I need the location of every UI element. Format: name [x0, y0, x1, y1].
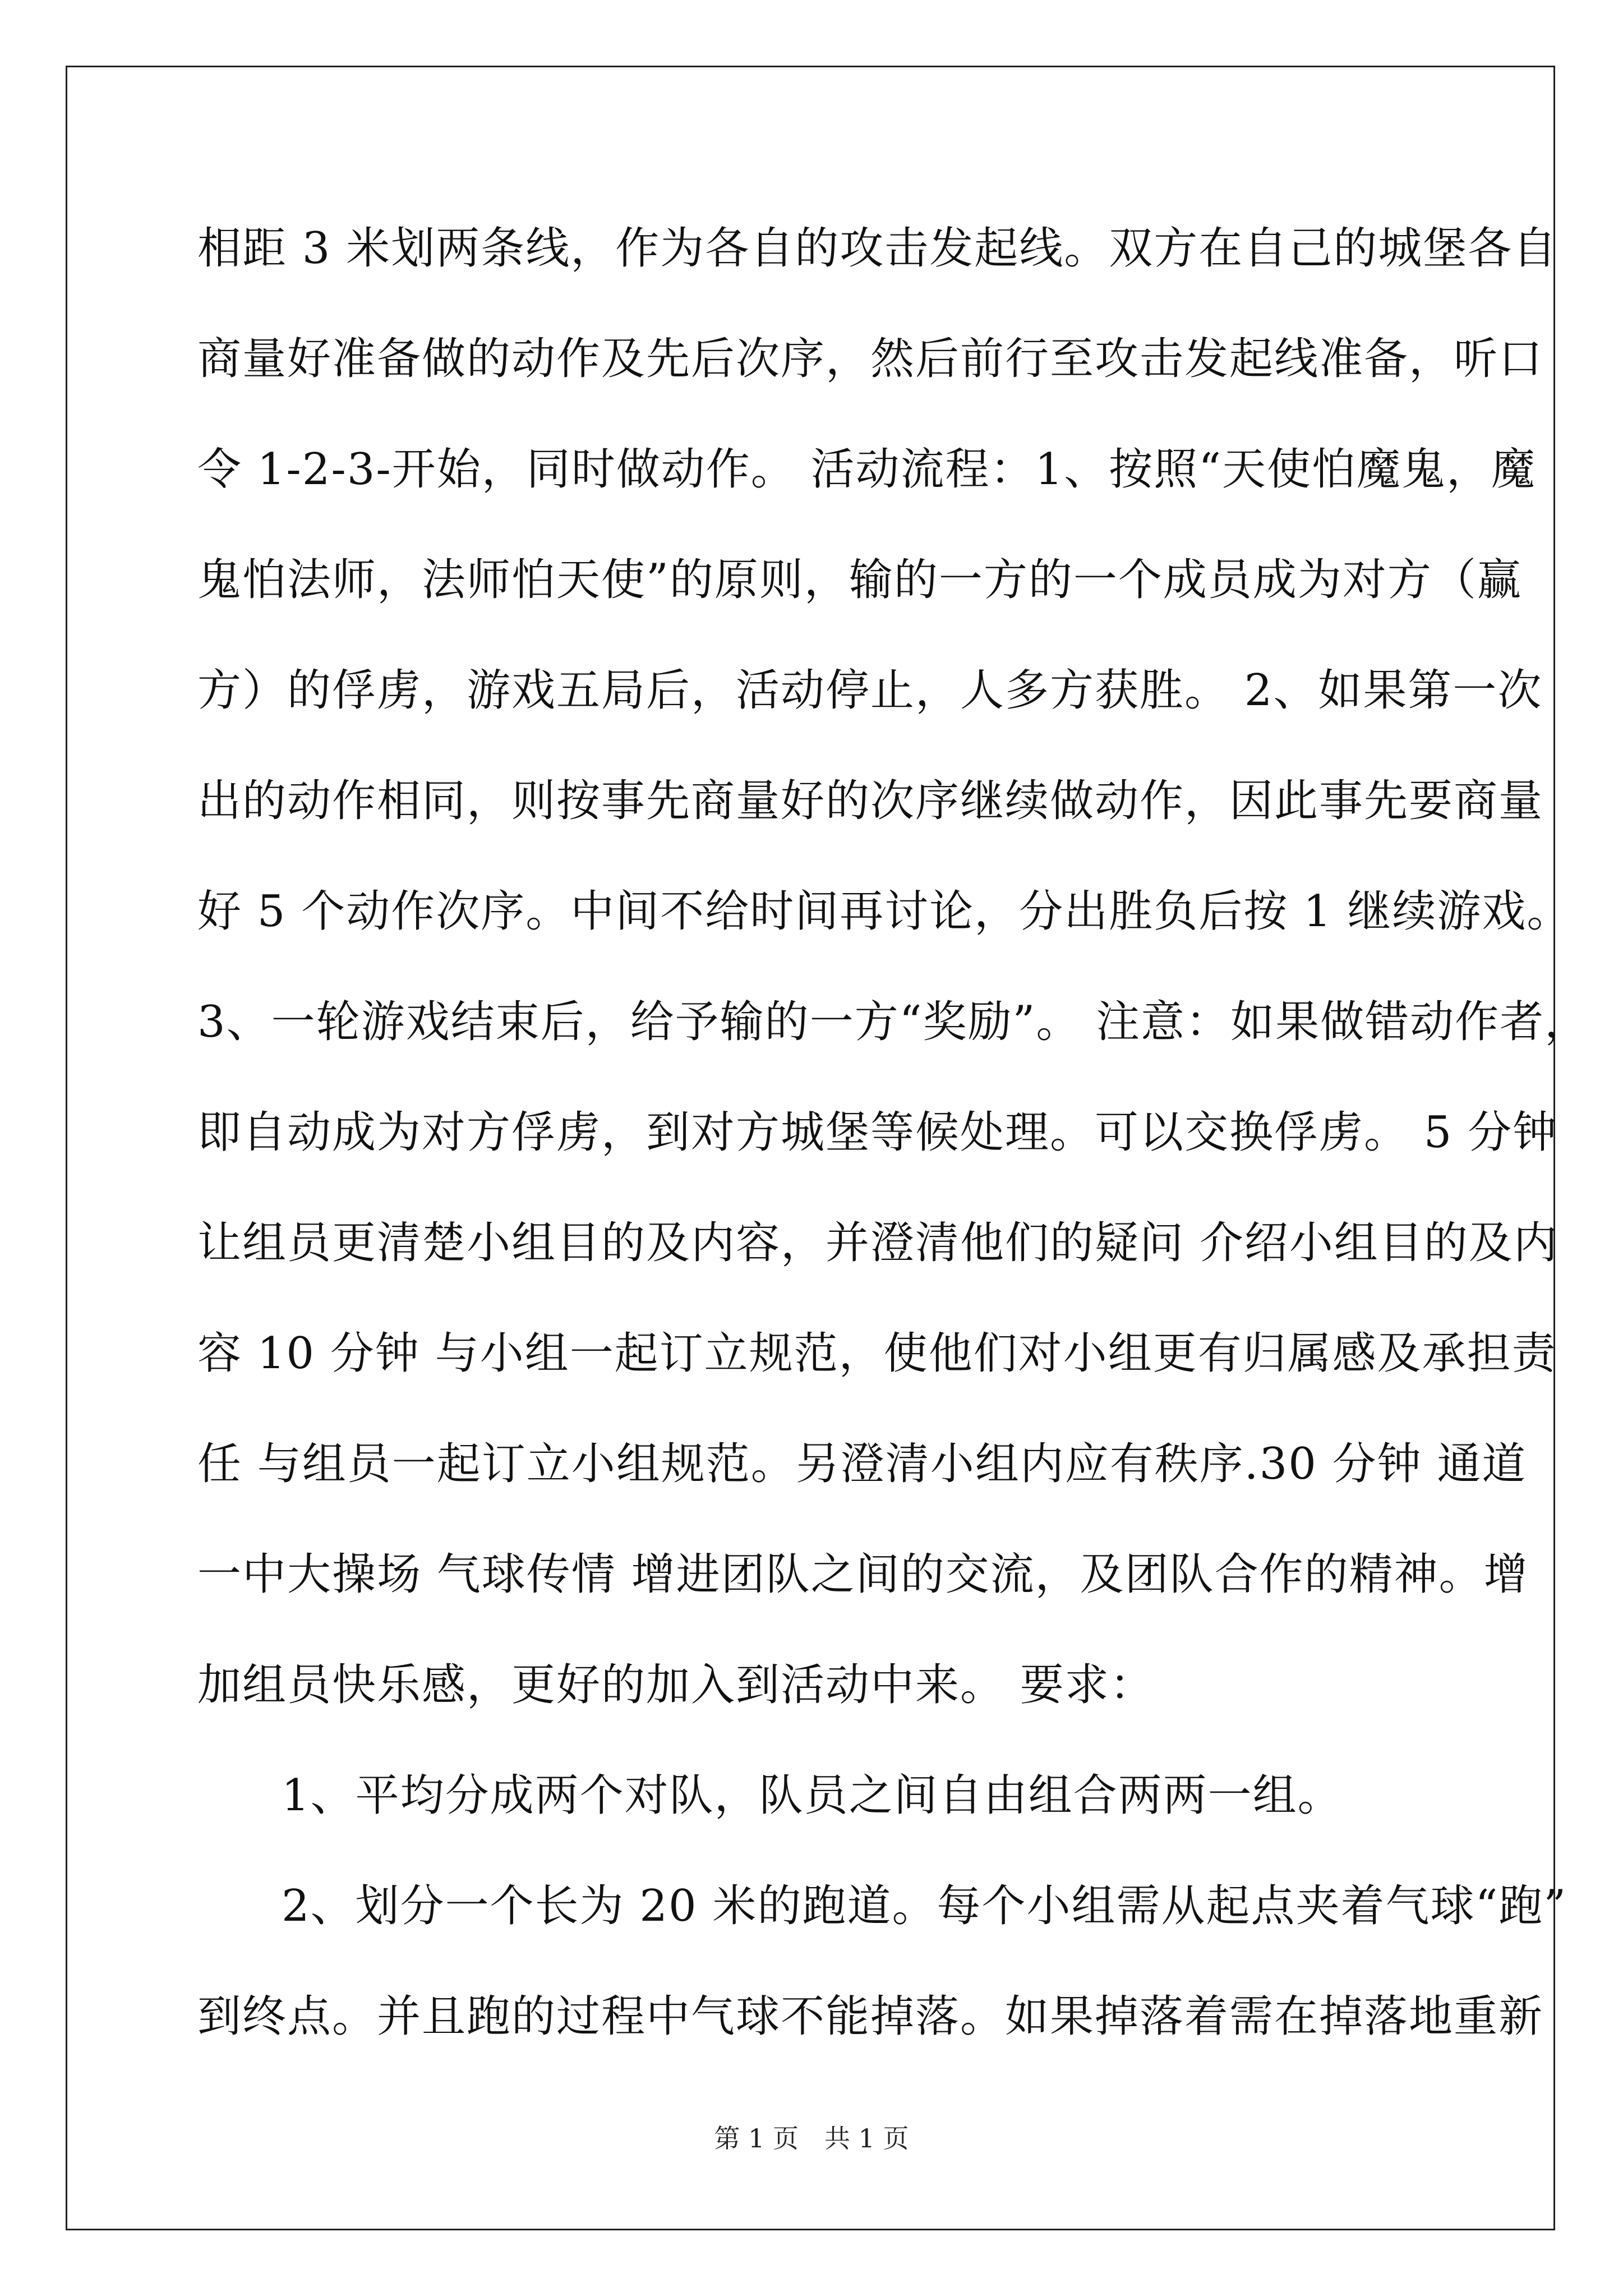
text-line: 任 与组员一起订立小组规范。另澄清小组内应有秩序.30 分钟 通道 — [197, 1439, 1527, 1489]
text-line: 相距 3 米划两条线，作为各自的攻击发起线。双方在自己的城堡各自 — [197, 223, 1558, 274]
text-line: 加组员快乐感，更好的加入到活动中来。 要求： — [197, 1660, 1155, 1710]
text-line: 到终点。并且跑的过程中气球不能掉落。如果掉落着需在掉落地重新 — [197, 1991, 1544, 2042]
text-line-indented: 2、划分一个长为 20 米的跑道。每个小组需从起点夹着气球“跑” — [282, 1881, 1567, 1931]
document-body — [197, 218, 1590, 2096]
text-line: 一中大操场 气球传情 增进团队之间的交流，及团队合作的精神。增 — [197, 1549, 1529, 1600]
text-line-indented: 1、平均分成两个对队，队员之间自由组合两两一组。 — [282, 1770, 1343, 1821]
text-line: 商量好准备做的动作及先后次序，然后前行至攻击发起线准备，听口 — [197, 334, 1544, 384]
text-line: 容 10 分钟 与小组一起订立规范，使他们对小组更有归属感及承担责 — [197, 1328, 1557, 1379]
text-line: 鬼怕法师，法师怕天使”的原则，输的一方的一个成员成为对方（赢 — [197, 555, 1522, 605]
text-line: 即自动成为对方俘虏，到对方城堡等候处理。可以交换俘虏。 5 分钟 — [197, 1107, 1558, 1158]
page-footer: 第 1 页 共 1 页 — [714, 2123, 909, 2154]
text-line: 出的动作相同，则按事先商量好的次序继续做动作，因此事先要商量 — [197, 776, 1544, 826]
text-line: 让组员更清楚小组目的及内容，并澄清他们的疑问 介绍小组目的及内 — [197, 1218, 1559, 1268]
text-line: 方）的俘虏，游戏五局后，活动停止，人多方获胜。 2、如果第一次 — [197, 665, 1543, 716]
text-line: 3、一轮游戏结束后，给予输的一方“奖励”。 注意：如果做错动作者， — [197, 997, 1590, 1047]
text-line: 令 1-2-3-开始，同时做动作。 活动流程：1、按照“天使怕魔鬼，魔 — [197, 444, 1537, 495]
text-line: 好 5 个动作次序。中间不给时间再讨论，分出胜负后按 1 继续游戏。 — [197, 886, 1572, 937]
